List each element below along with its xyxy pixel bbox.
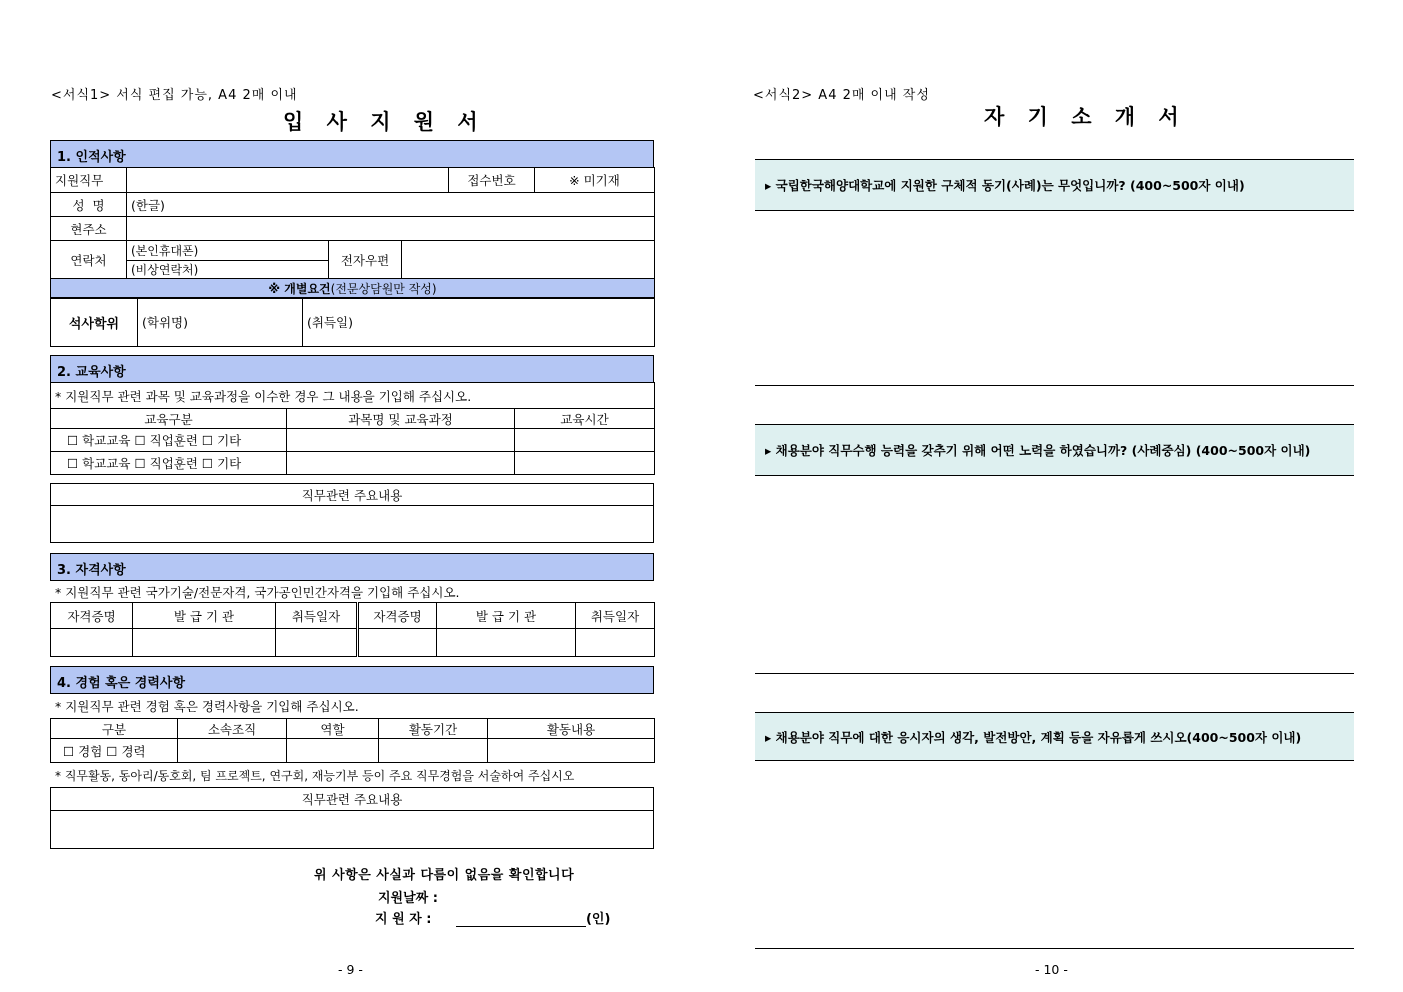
education-header: 교육구분 (51, 409, 287, 429)
emergency-phone-input[interactable]: (비상연락처) (127, 261, 329, 279)
address-input[interactable] (127, 217, 655, 241)
education-main-content-table (50, 483, 654, 543)
experience-header: 구분 (51, 719, 178, 739)
certification-input[interactable] (133, 629, 276, 657)
answer-1-divider (755, 385, 1354, 386)
certification-header: 발 급 기 관 (133, 603, 276, 629)
signature-line[interactable] (456, 912, 586, 927)
experience-input[interactable] (178, 739, 287, 763)
application-date-label: 지원날짜 : (378, 891, 438, 906)
experience-header: 활동내용 (488, 719, 655, 739)
section-2-header: 2. 교육사항 (50, 355, 654, 383)
section-4-header: 4. 경험 혹은 경력사항 (50, 666, 654, 694)
certification-input[interactable] (576, 629, 655, 657)
answer-2-divider (755, 673, 1354, 674)
page-number-right: - 10 - (1035, 962, 1068, 977)
certification-input[interactable] (276, 629, 358, 657)
education-main-content-label: 직무관련 주요내용 (51, 484, 654, 506)
education-main-content-input[interactable] (51, 506, 654, 543)
special-requirements-label: ※ 개별요건 (268, 282, 331, 296)
experience-note: * 지원직무 관련 경험 혹은 경력사항을 기입해 주십시오. (55, 699, 359, 714)
applicant-label: 지 원 자 : (375, 912, 432, 927)
answer-2-area[interactable] (755, 476, 1354, 673)
hours-input[interactable] (515, 452, 655, 475)
certification-note: * 지원직무 관련 국가기술/전문자격, 국가공인민간자격을 기입해 주십시오. (55, 585, 460, 600)
section-1-header: 1. 인적사항 (50, 140, 654, 168)
experience-note-2: * 직무활동, 동아리/동호회, 팀 프로젝트, 연구회, 재능기부 등이 주요 직무경험을 서술하여 주십시오 (55, 769, 575, 783)
education-table (50, 382, 655, 475)
experience-input[interactable] (488, 739, 655, 763)
experience-input[interactable] (379, 739, 488, 763)
form1-header-note: <서식1> 서식 편집 가능, A4 2매 이내 (51, 88, 298, 103)
degree-date-input[interactable]: (취득일) (303, 298, 655, 347)
seal-label: (인) (585, 912, 611, 927)
email-input[interactable] (402, 241, 655, 279)
mobile-phone-input[interactable]: (본인휴대폰) (127, 241, 329, 261)
address-label: 현주소 (51, 217, 127, 241)
education-header: 교육시간 (515, 409, 655, 429)
name-label: 성 명 (51, 193, 127, 217)
certification-header: 취득일자 (576, 603, 655, 629)
masters-degree-label: 석사학위 (51, 298, 138, 347)
experience-header: 활동기간 (379, 719, 488, 739)
degree-name-input[interactable]: (학위명) (138, 298, 303, 347)
experience-type-checkboxes[interactable]: ☐ 경험 ☐ 경력 (51, 739, 178, 763)
experience-header: 소속조직 (178, 719, 287, 739)
personal-info-table (50, 167, 655, 299)
experience-table (50, 718, 655, 763)
course-input[interactable] (287, 429, 515, 452)
experience-main-content-label: 직무관련 주요내용 (51, 788, 654, 811)
experience-input[interactable] (287, 739, 379, 763)
confirmation-statement: 위 사항은 사실과 다름이 없음을 확인합니다 (314, 868, 575, 883)
job-input[interactable] (127, 168, 449, 193)
section-3-header: 3. 자격사항 (50, 553, 654, 581)
special-requirements-row (51, 279, 655, 299)
certification-input[interactable] (437, 629, 576, 657)
special-requirements-note: (전문상담원만 작성) (330, 282, 437, 296)
receipt-label: 접수번호 (449, 168, 535, 193)
education-type-checkboxes[interactable]: ☐ 학교교육 ☐ 직업훈련 ☐ 기타 (51, 452, 287, 475)
application-title: 입 사 지 원 서 (283, 110, 486, 134)
certification-input[interactable] (358, 629, 437, 657)
answer-3-divider (755, 948, 1354, 949)
receipt-value: ※ 미기재 (535, 168, 655, 193)
email-label: 전자우편 (329, 241, 402, 279)
form2-header-note: <서식2> A4 2매 이내 작성 (753, 88, 930, 103)
experience-header: 역할 (287, 719, 379, 739)
experience-main-content-table (50, 787, 654, 849)
question-3: ▸ 채용분야 직무에 대한 응시자의 생각, 발전방안, 계획 등을 자유롭게 쓰시오(400~500자 이내) (755, 712, 1354, 761)
education-type-checkboxes[interactable]: ☐ 학교교육 ☐ 직업훈련 ☐ 기타 (51, 429, 287, 452)
applicant-signature-row (375, 908, 610, 927)
answer-3-area[interactable] (755, 761, 1354, 948)
degree-table (50, 297, 655, 347)
certification-header: 발 급 기 관 (437, 603, 576, 629)
certification-table (50, 602, 655, 657)
answer-1-area[interactable] (755, 211, 1354, 385)
question-1: ▸ 국립한국해양대학교에 지원한 구체적 동기(사례)는 무엇입니까? (400~500자 이내) (755, 159, 1354, 211)
certification-header: 자격증명 (358, 603, 437, 629)
certification-header: 취득일자 (276, 603, 358, 629)
name-input[interactable]: (한글) (127, 193, 655, 217)
question-2: ▸ 채용분야 직무수행 능력을 갖추기 위해 어떤 노력을 하였습니까? (사례중심) (400~500자 이내) (755, 424, 1354, 476)
self-introduction-title: 자 기 소 개 서 (984, 105, 1187, 129)
education-header: 과목명 및 교육과정 (287, 409, 515, 429)
course-input[interactable] (287, 452, 515, 475)
experience-main-content-input[interactable] (51, 811, 654, 849)
page-number-left: - 9 - (338, 962, 363, 977)
contact-label: 연락처 (51, 241, 127, 279)
hours-input[interactable] (515, 429, 655, 452)
job-label: 지원직무 (51, 168, 127, 193)
education-note: * 지원직무 관련 과목 및 교육과정을 이수한 경우 그 내용을 기입해 주십시오. (51, 383, 655, 409)
certification-input[interactable] (51, 629, 133, 657)
certification-header: 자격증명 (51, 603, 133, 629)
